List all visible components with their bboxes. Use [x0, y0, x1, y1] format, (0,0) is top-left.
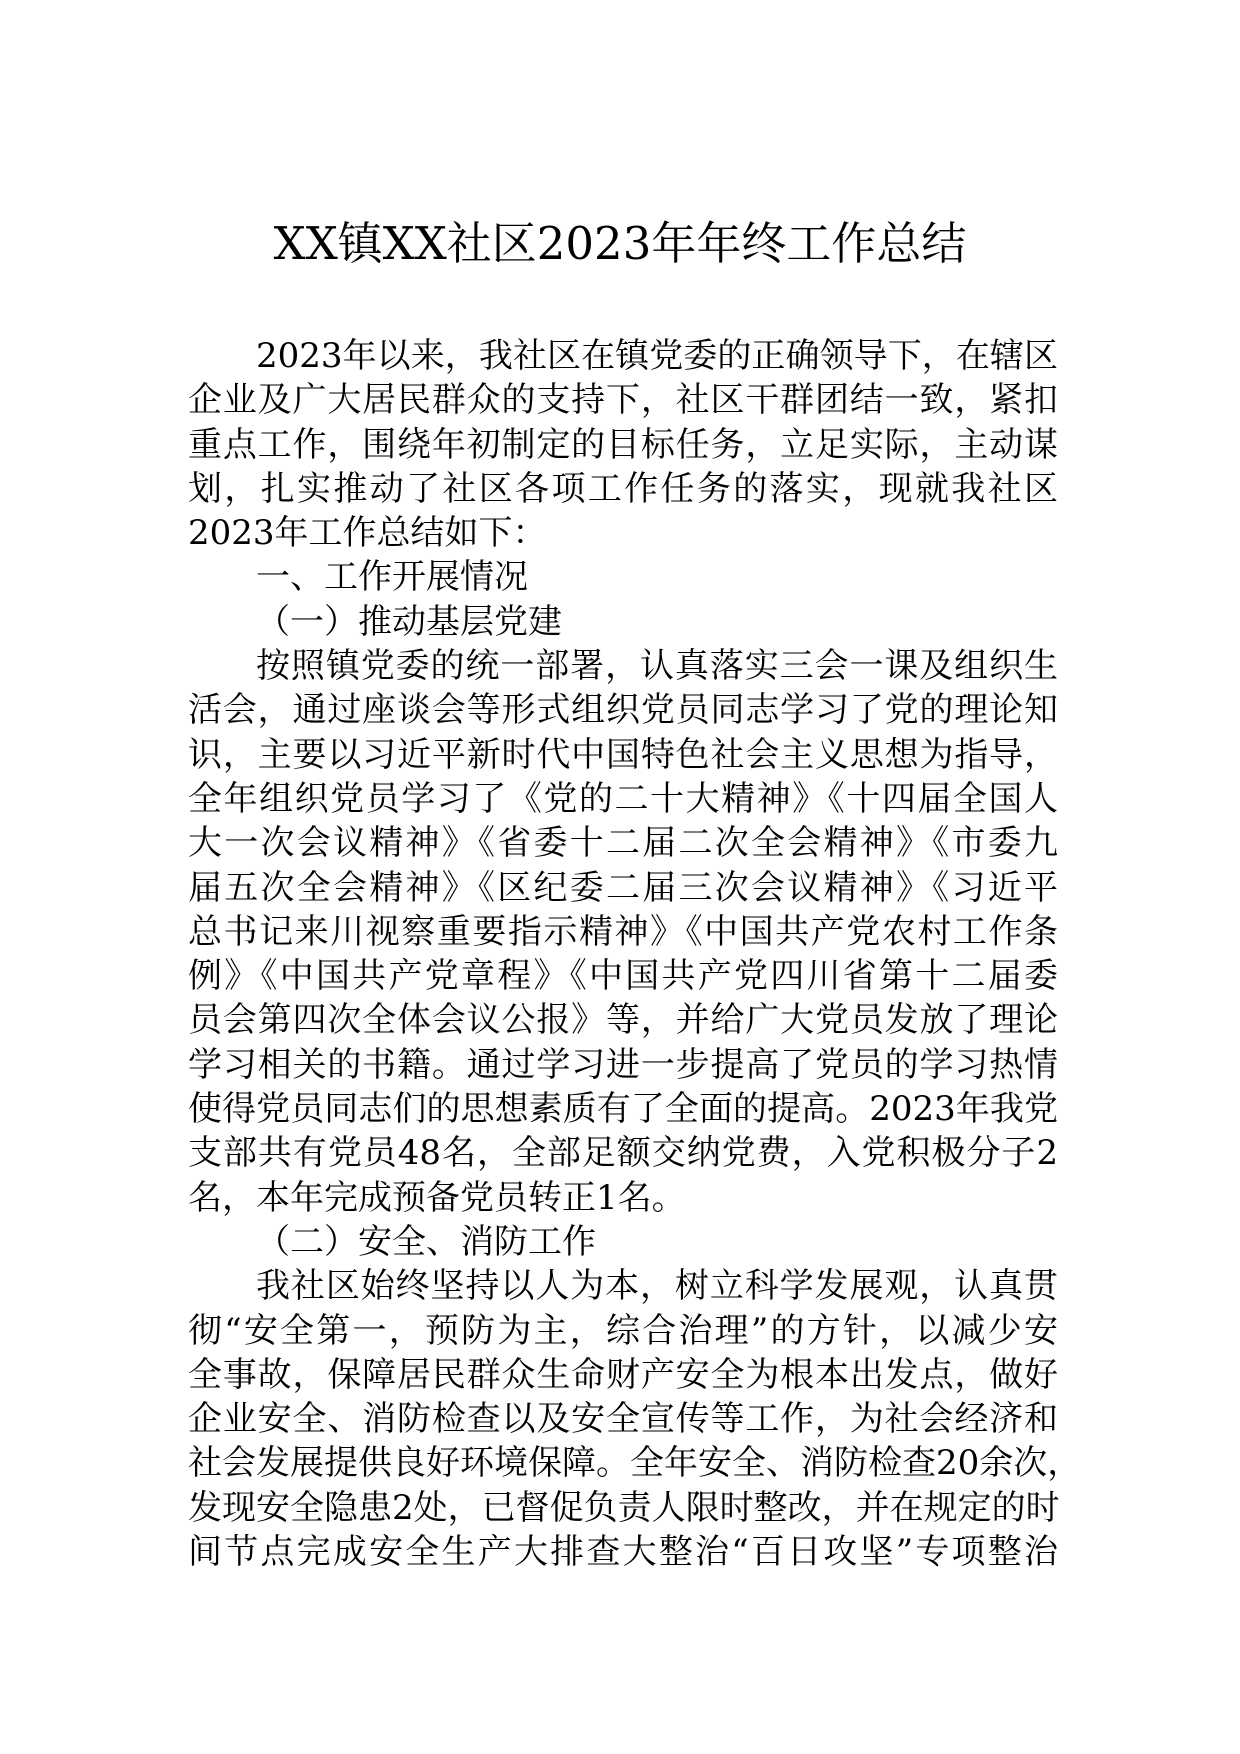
body-text-line: 一、工作开展情况: [256, 557, 528, 598]
body-text-line: 例》《中国共产党章程》《中国共产党四川省第十二届委: [188, 956, 1058, 997]
body-text-line: 使得党员同志们的思想素质有了全面的提高。2023年我党: [188, 1089, 1058, 1130]
body-text-line: 2023年工作总结如下：: [188, 513, 547, 554]
body-text-line: 彻“安全第一，预防为主，综合治理”的方针，以减少安: [188, 1310, 1058, 1351]
body-text-line: 员会第四次全体会议公报》等，并给广大党员发放了理论: [188, 1000, 1058, 1041]
body-text-line: 支部共有党员48名，全部足额交纳党费，入党积极分子2: [188, 1133, 1058, 1174]
body-text-line: 活会，通过座谈会等形式组织党员同志学习了党的理论知: [188, 690, 1058, 731]
body-text-line: 发现安全隐患2处，已督促负责人限时整改，并在规定的时: [188, 1487, 1060, 1528]
body-text-line: 大一次会议精神》《省委十二届二次全会精神》《市委九: [188, 823, 1058, 864]
body-text-line: 重点工作，围绕年初制定的目标任务，立足实际，主动谋: [188, 424, 1058, 465]
body-text-line: 间节点完成安全生产大排查大整治“百日攻坚”专项整治: [188, 1532, 1058, 1573]
body-text-line: 名，本年完成预备党员转正1名。: [188, 1177, 686, 1218]
body-text-line: 划，扎实推动了社区各项工作任务的落实，现就我社区: [188, 468, 1058, 509]
body-text-line: 学习相关的书籍。通过学习进一步提高了党员的学习热情: [188, 1044, 1058, 1085]
body-text-line: 全年组织党员学习了《党的二十大精神》《十四届全国人: [188, 778, 1058, 819]
body-text-line: 企业及广大居民群众的支持下，社区干群团结一致，紧扣: [188, 380, 1058, 421]
body-text-line: 总书记来川视察重要指示精神》《中国共产党农村工作条: [188, 911, 1058, 952]
body-text-line: 全事故，保障居民群众生命财产安全为根本出发点，做好: [188, 1354, 1058, 1395]
body-text-line: 企业安全、消防检查以及安全宣传等工作，为社会经济和: [188, 1399, 1058, 1440]
document-body: [188, 334, 1082, 1574]
body-text-line: 识，主要以习近平新时代中国特色社会主义思想为指导，: [188, 734, 1058, 775]
body-text-line: （二）安全、消防工作: [256, 1221, 596, 1262]
body-text-line: 我社区始终坚持以人为本，树立科学发展观，认真贯: [256, 1266, 1058, 1307]
body-text-line: 按照镇党委的统一部署，认真落实三会一课及组织生: [256, 646, 1058, 687]
body-text-line: 社会发展提供良好环境保障。全年安全、消防检查20余次，: [188, 1443, 1082, 1484]
body-text-line: 2023年以来，我社区在镇党委的正确领导下，在辖区: [256, 336, 1058, 376]
body-text-line: 届五次全会精神》《区纪委二届三次会议精神》《习近平: [188, 867, 1058, 908]
document-title: XX镇XX社区2023年年终工作总结: [273, 217, 967, 270]
body-text-line: （一）推动基层党建: [256, 601, 562, 642]
